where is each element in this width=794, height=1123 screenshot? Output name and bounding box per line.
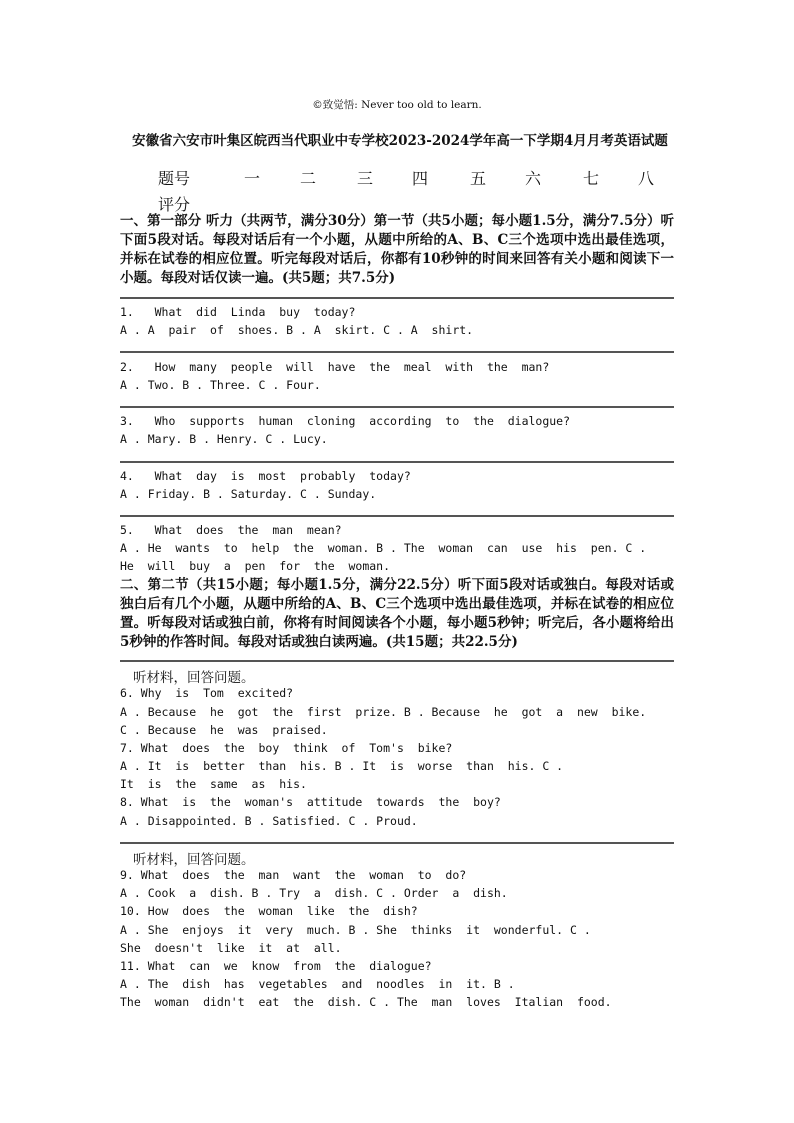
score-table-label: 题号 (158, 169, 191, 188)
answer-options-11-cont: The woman didn't eat the dish. C . The man loves Italian food. (120, 995, 612, 1009)
question-10: 10. How does the woman like the dish? (120, 904, 418, 918)
answer-options-7: A . It is better than his. B . It is worse than his. C . (120, 759, 564, 773)
question-9: 9. What does the man want the woman to do? (120, 868, 467, 882)
question-3: 3. Who supports human cloning according to the dialogue? (120, 414, 571, 428)
answer-options-6-cont: C . Because he was praised. (120, 723, 328, 737)
question-11: 11. What can we know from the dialogue? (120, 959, 432, 973)
score-col-1: 一 (244, 169, 261, 188)
score-table (158, 166, 678, 214)
score-col-7: 七 (583, 169, 600, 188)
listening-prompt: 听材料，回答问题。 (133, 670, 255, 686)
listening-prompt: 听材料，回答问题。 (133, 852, 255, 868)
divider (120, 297, 674, 299)
score-col-2: 二 (300, 169, 317, 188)
answer-options-9: A . Cook a dish. B . Try a dish. C . Order a dish. (120, 886, 508, 900)
answer-options-4: A . Friday. B . Saturday. C . Sunday. (120, 487, 377, 501)
answer-options-3: A . Mary. B . Henry. C . Lucy. (120, 432, 328, 446)
score-col-3: 三 (357, 169, 374, 188)
answer-options-6: A . Because he got the first prize. B . Because he got a new bike. (120, 705, 647, 719)
answer-options-11: A . The dish has vegetables and noodles in it. B . (120, 977, 515, 991)
question-4: 4. What day is most probably today? (120, 469, 411, 483)
answer-options-7-cont: It is the same as his. (120, 777, 307, 791)
question-5: 5. What does the man mean? (120, 523, 342, 537)
answer-options-5: A . He wants to help the woman. B . The woman can use his pen. C . (120, 541, 647, 555)
question-8: 8. What is the woman's attitude towards the boy? (120, 795, 501, 809)
score-col-5: 五 (470, 169, 487, 188)
answer-options-8: A . Disappointed. B . Satisfied. C . Proud. (120, 814, 418, 828)
divider (120, 406, 674, 408)
score-col-6: 六 (525, 169, 542, 188)
score-table-header-row (158, 166, 678, 190)
divider (120, 842, 674, 844)
question-7: 7. What does the boy think of Tom's bike? (120, 741, 453, 755)
exam-title: 安徽省六安市叶集区皖西当代职业中专学校2023-2024学年高一下学期4月月考英语试题 (132, 133, 668, 149)
score-col-4: 四 (412, 169, 429, 188)
answer-options-1: A . A pair of shoes. B . A skirt. C . A shirt. (120, 323, 474, 337)
answer-options-10: A . She enjoys it very much. B . She thinks it wonderful. C . (120, 923, 591, 937)
divider (120, 351, 674, 353)
divider (120, 461, 674, 463)
answer-options-5-cont: He will buy a pen for the woman. (120, 559, 391, 573)
score-col-8: 八 (638, 169, 655, 188)
answer-options-2: A . Two. B . Three. C . Four. (120, 378, 321, 392)
section2-instructions: 二、第二节（共15小题；每小题1.5分，满分22.5分）听下面5段对话或独白。每段对话或独白后有几个小题，从题中所给的A、B、C三个选项中选出最佳选项，并标在试卷的相应位置。听每段对话或独白前，你将有时间阅读各个小题，每小题5秒钟；听完后，各小题将给出5秒钟的作答时间。每段对话或独白读两遍。(共15题；共22.5分) (120, 577, 674, 650)
page-motto: ©致觉悟: Never too old to learn. (312, 99, 482, 111)
score-table-row-label: 评分 (158, 195, 191, 214)
divider (120, 515, 674, 517)
answer-options-10-cont: She doesn't like it at all. (120, 941, 342, 955)
question-6: 6. Why is Tom excited? (120, 686, 294, 700)
question-1: 1. What did Linda buy today? (120, 305, 356, 319)
divider (120, 660, 674, 662)
question-2: 2. How many people will have the meal with the man? (120, 360, 550, 374)
section1-instructions: 一、第一部分 听力（共两节，满分30分）第一节（共5小题；每小题1.5分，满分7.5分）听下面5段对话。每段对话后有一个小题，从题中所给的A、B、C三个选项中选出最佳选项，并标在试卷的相应位置。听完每段对话后，你都有10秒钟的时间来回答有关小题和阅读下一小题。每段对话仅读一遍。(共5题；共7.5分) (120, 213, 674, 286)
